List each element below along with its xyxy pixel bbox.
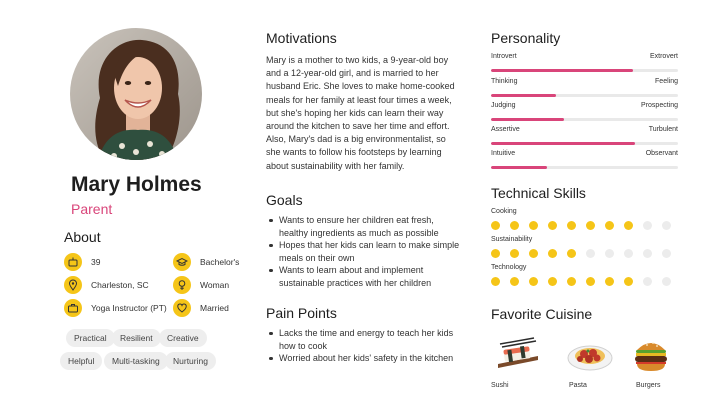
scale-track	[491, 166, 678, 169]
fact-location	[64, 275, 149, 295]
fact-gender-label: Woman	[200, 280, 230, 290]
scale-fill	[491, 94, 556, 97]
rating-dot-filled	[586, 221, 595, 230]
list-item: Hopes that her kids can learn to make simple meals on their own	[266, 239, 462, 264]
rating-dot-filled	[510, 221, 519, 230]
cuisine-label: Burgers	[636, 382, 661, 389]
rating-dot-empty	[605, 249, 614, 258]
fact-marital-label: Married	[200, 303, 229, 313]
personality-scale	[491, 102, 678, 121]
trait-chip: Multi-tasking	[104, 352, 168, 370]
personality-scale	[491, 150, 678, 169]
skill-label: Technology	[491, 264, 527, 271]
sushi-icon	[494, 334, 542, 374]
scale-right-label: Prospecting	[641, 102, 678, 109]
skill-rating	[491, 249, 681, 258]
rating-dot-filled	[510, 277, 519, 286]
scale-fill	[491, 69, 633, 72]
rating-dot-empty	[624, 249, 633, 258]
fact-education-label: Bachelor's	[200, 257, 240, 267]
rating-dot-empty	[643, 221, 652, 230]
briefcase-icon	[64, 299, 82, 317]
about-heading: About	[64, 229, 101, 245]
scale-track	[491, 69, 678, 72]
rating-dot-filled	[491, 277, 500, 286]
goals-heading: Goals	[266, 192, 303, 208]
personality-heading: Personality	[491, 30, 561, 46]
list-item: Worried about her kids' safety in the kitchen	[266, 352, 462, 365]
scale-right-label: Turbulent	[648, 126, 678, 133]
rating-dot-filled	[624, 221, 633, 230]
profile-photo	[70, 28, 202, 160]
rating-dot-empty	[662, 277, 671, 286]
skill-label: Sustainability	[491, 236, 533, 243]
rating-dot-empty	[662, 221, 671, 230]
scale-right-label: Observant	[645, 150, 678, 157]
rating-dot-filled	[548, 277, 557, 286]
fact-gender	[173, 275, 229, 295]
motivations-text: Mary is a mother to two kids, a 9-year-old boy and a 12-year-old girl, and is married to her husband Eric. She loves to make home-cooked meals for her family at least four times a week, but she's hoping her kids can learn their way around the kitchen to save her time and effort. Also, Mary's dad is a big environmentalist, so she wants to follow his footsteps by learning about sustainability with her family.	[266, 55, 455, 171]
rating-dot-empty	[643, 277, 652, 286]
rating-dot-empty	[643, 249, 652, 258]
rating-dot-filled	[491, 221, 500, 230]
rating-dot-filled	[605, 277, 614, 286]
trait-chip: Practical	[66, 329, 115, 347]
rating-dot-filled	[624, 277, 633, 286]
fact-education	[173, 252, 239, 272]
trait-chip: Resilient	[112, 329, 161, 347]
scale-right-label: Feeling	[655, 78, 678, 85]
scale-fill	[491, 118, 564, 121]
rating-dot-filled	[548, 249, 557, 258]
graduation-cap-icon	[173, 253, 191, 271]
technical-skills-heading: Technical Skills	[491, 185, 586, 201]
fact-location-label: Charleston, SC	[91, 280, 149, 290]
fact-age	[64, 252, 100, 272]
fact-age-label: 39	[91, 257, 101, 267]
trait-chip: Creative	[159, 329, 207, 347]
rating-dot-filled	[567, 221, 576, 230]
location-pin-icon	[64, 276, 82, 294]
motivations-heading: Motivations	[266, 30, 337, 46]
pain-points-list	[266, 327, 462, 365]
age-icon	[64, 253, 82, 271]
fact-marital	[173, 298, 229, 318]
scale-left-label: Judging	[491, 102, 516, 109]
scale-left-label: Assertive	[491, 126, 520, 133]
rating-dot-filled	[510, 249, 519, 258]
fact-occupation	[64, 298, 167, 318]
scale-fill	[491, 166, 547, 169]
skill-rating	[491, 277, 681, 286]
trait-chip: Helpful	[60, 352, 102, 370]
scale-track	[491, 94, 678, 97]
personality-scale	[491, 78, 678, 97]
scale-track	[491, 118, 678, 121]
rating-dot-empty	[662, 249, 671, 258]
rating-dot-filled	[567, 249, 576, 258]
list-item: Wants to learn about and implement sustainable practices with her children	[266, 264, 462, 289]
scale-fill	[491, 142, 635, 145]
cuisine-label: Pasta	[569, 382, 587, 389]
burger-icon	[627, 334, 675, 374]
personality-scale	[491, 126, 678, 145]
pasta-icon	[566, 334, 614, 374]
list-item: Wants to ensure her children eat fresh, healthy ingredients as much as possible	[266, 214, 462, 239]
skill-rating	[491, 221, 681, 230]
fact-occupation-label: Yoga Instructor (PT)	[91, 303, 167, 313]
scale-left-label: Intuitive	[491, 150, 516, 157]
scale-track	[491, 142, 678, 145]
rating-dot-filled	[529, 277, 538, 286]
persona-name: Mary Holmes	[71, 173, 202, 196]
scale-right-label: Extrovert	[649, 53, 678, 60]
rating-dot-filled	[605, 221, 614, 230]
rating-dot-filled	[567, 277, 576, 286]
rating-dot-filled	[586, 277, 595, 286]
rating-dot-filled	[548, 221, 557, 230]
female-icon	[173, 276, 191, 294]
portrait-photo	[70, 28, 202, 160]
scale-left-label: Thinking	[491, 78, 518, 85]
pain-points-heading: Pain Points	[266, 305, 337, 321]
persona-role: Parent	[71, 201, 113, 217]
rating-dot-filled	[491, 249, 500, 258]
favorite-cuisine-heading: Favorite Cuisine	[491, 306, 593, 322]
trait-chip: Nurturing	[165, 352, 216, 370]
rating-dot-filled	[529, 221, 538, 230]
heart-icon	[173, 299, 191, 317]
list-item: Lacks the time and energy to teach her kids how to cook	[266, 327, 462, 352]
goals-list	[266, 214, 462, 290]
rating-dot-empty	[586, 249, 595, 258]
personality-scale	[491, 53, 678, 72]
scale-left-label: Introvert	[491, 53, 517, 60]
cuisine-label: Sushi	[491, 382, 509, 389]
skill-label: Cooking	[491, 208, 517, 215]
rating-dot-filled	[529, 249, 538, 258]
